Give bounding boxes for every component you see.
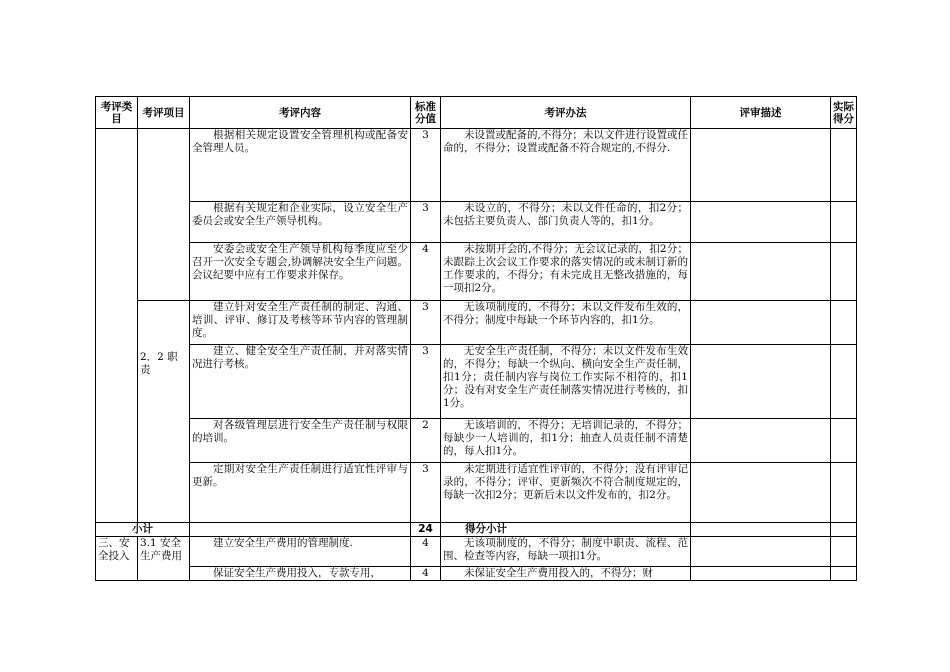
- method-cell: 无该项制度的，不得分；制度中职责、流程、范围、检查等内容，每缺一项扣1分。: [441, 537, 691, 567]
- content-cell: 建立针对安全生产责任制的制定、沟通、培训、评审、修订及考核等环节内容的管理制度。: [190, 301, 411, 345]
- method-cell: 无该项制度的，不得分；未以文件发布生效的，不得分；制度中每缺一个环节内容的，扣1分。: [441, 301, 691, 345]
- content-cell: 根据相关规定设置安全管理机构或配备安全管理人员。: [190, 129, 411, 202]
- review-cell: [691, 129, 831, 202]
- actual-cell: [831, 243, 857, 301]
- table-row: [96, 419, 857, 463]
- content-cell: 对各级管理层进行安全生产责任制与权限的培训。: [190, 419, 411, 463]
- subtotal-actual: [831, 523, 857, 537]
- content-cell: 定期对安全生产责任制进行适宜性评审与更新。: [190, 463, 411, 523]
- table-row: [96, 301, 857, 345]
- header-review: 评审描述: [691, 97, 831, 129]
- header-category: 考评类目: [96, 97, 138, 129]
- header-content: 考评内容: [190, 97, 411, 129]
- header-item: 考评项目: [138, 97, 190, 129]
- method-cell: 未定期进行适宜性评审的，不得分；没有评审记录的，不得分；评审、更新频次不符合制度规定的，每缺一次扣2分；更新后未以文件发布的，扣2分。: [441, 463, 691, 523]
- review-cell: [691, 463, 831, 523]
- subtotal-label: 小计: [96, 523, 190, 537]
- actual-cell: [831, 463, 857, 523]
- table-row: [96, 537, 857, 567]
- content-cell: 安委会或安全生产领导机构每季度应至少召开一次安全专题会,协调解决安全生产问题。会议纪要中应有工作要求并保存。: [190, 243, 411, 301]
- score-cell: 4: [411, 243, 441, 301]
- content-cell: 建立、健全安全生产责任制，并对落实情况进行考核。: [190, 345, 411, 419]
- actual-cell: [831, 301, 857, 345]
- assessment-table: [95, 96, 857, 581]
- review-cell: [691, 202, 831, 243]
- item-cell-2-2: 2．2 职责: [138, 301, 190, 523]
- score-cell: 3: [411, 202, 441, 243]
- method-cell: 未按期开会的,不得分；无会议记录的，扣2分；未跟踪上次会议工作要求的落实情况的或未制订新的工作要求的，不得分；有未完成且无整改措施的，每一项扣2分。: [441, 243, 691, 301]
- subtotal-score: 24: [411, 523, 441, 537]
- section3-item: 3.1 安全生产费用: [138, 537, 190, 581]
- content-cell: 建立安全生产费用的管理制度.: [190, 537, 411, 567]
- item-cell-2-1: [138, 129, 190, 301]
- content-cell: 保证安全生产费用投入，专款专用，: [190, 567, 411, 581]
- score-cell: 4: [411, 567, 441, 581]
- method-cell: 未设立的，不得分；未以文件任命的，扣2分；未包括主要负责人、部门负责人等的，扣1分。: [441, 202, 691, 243]
- subtotal-empty: [190, 523, 411, 537]
- subtotal-row: [96, 523, 857, 537]
- method-cell: 未保证安全生产费用投入的，不得分；财: [441, 567, 691, 581]
- content-cell: 根据有关规定和企业实际，设立安全生产委员会或安全生产领导机构。: [190, 202, 411, 243]
- actual-cell: [831, 202, 857, 243]
- actual-cell: [831, 345, 857, 419]
- score-cell: 2: [411, 419, 441, 463]
- table-row: [96, 463, 857, 523]
- review-cell: [691, 567, 831, 581]
- table-row: [96, 345, 857, 419]
- actual-cell: [831, 129, 857, 202]
- review-cell: [691, 243, 831, 301]
- table-row: [96, 129, 857, 202]
- header-score: 标准分值: [411, 97, 441, 129]
- header-row: [96, 97, 857, 129]
- review-cell: [691, 345, 831, 419]
- review-cell: [691, 419, 831, 463]
- subtotal-review: [691, 523, 831, 537]
- score-cell: 3: [411, 129, 441, 202]
- review-cell: [691, 537, 831, 567]
- header-method: 考评办法: [441, 97, 691, 129]
- section3-category: 三、安全投入: [96, 537, 138, 581]
- score-cell: 3: [411, 345, 441, 419]
- header-actual: 实际得分: [831, 97, 857, 129]
- category-cell: [96, 129, 138, 523]
- subtotal-score-label: 得分小计: [441, 523, 691, 537]
- method-cell: 未设置或配备的,不得分；未以文件进行设置或任命的，不得分；设置或配备不符合规定的,不得分.: [441, 129, 691, 202]
- review-cell: [691, 301, 831, 345]
- actual-cell: [831, 567, 857, 581]
- actual-cell: [831, 537, 857, 567]
- score-cell: 3: [411, 463, 441, 523]
- actual-cell: [831, 419, 857, 463]
- table-row: [96, 202, 857, 243]
- table-row: [96, 567, 857, 581]
- score-cell: 3: [411, 301, 441, 345]
- score-cell: 4: [411, 537, 441, 567]
- table-row: [96, 243, 857, 301]
- method-cell: 无安全生产责任制，不得分；未以文件发布生效的，不得分；每缺一个纵向、横向安全生产责任制，扣1分；责任制内容与岗位工作实际不相符的，扣1分；没有对安全生产责任制落实情况进行考核的，扣1分。: [441, 345, 691, 419]
- method-cell: 无该培训的，不得分；无培训记录的，不得分；每缺少一人培训的，扣1分；抽查人员责任制不清楚的，每人扣1分。: [441, 419, 691, 463]
